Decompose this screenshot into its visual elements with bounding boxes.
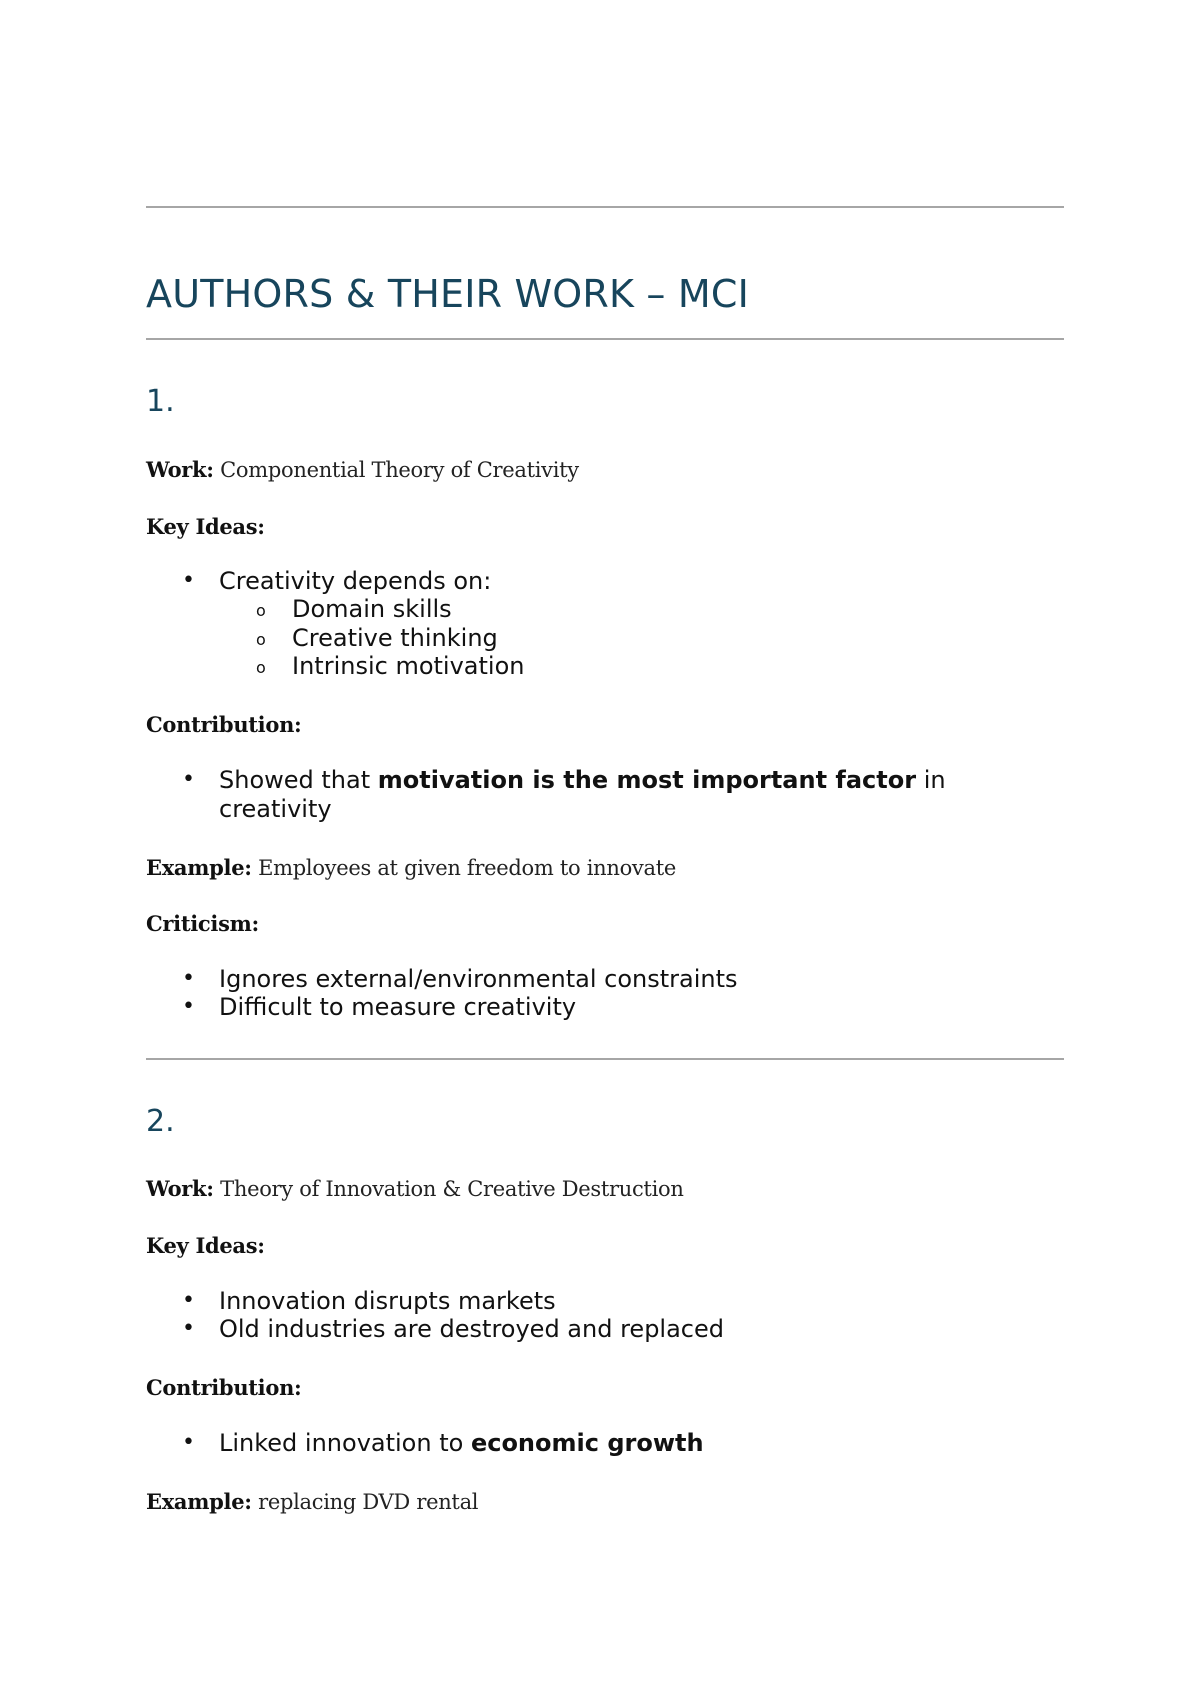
section-2-number: 2. xyxy=(146,1104,175,1139)
criticism-item: Difficult to measure creativity xyxy=(219,993,577,1021)
section-1-work xyxy=(146,457,579,482)
work-value: Theory of Innovation & Creative Destruction xyxy=(220,1177,684,1201)
bullet-icon: • xyxy=(182,994,195,1019)
key-idea-item: Creativity depends on: xyxy=(219,567,492,595)
section-2-key-ideas-label xyxy=(146,1233,265,1258)
circle-bullet-icon: o xyxy=(256,630,266,649)
sub-item: Intrinsic motivation xyxy=(292,652,525,680)
contribution-text: in xyxy=(916,766,946,794)
contribution-emphasis: economic growth xyxy=(470,1429,704,1457)
contribution-label: Contribution: xyxy=(146,1375,302,1400)
bullet-icon: • xyxy=(182,1430,195,1455)
section-2-example xyxy=(146,1489,478,1514)
key-ideas-label: Key Ideas: xyxy=(146,514,265,539)
contribution-label: Contribution: xyxy=(146,712,302,737)
section-1-key-ideas-label xyxy=(146,514,265,539)
contribution-text: Linked innovation to xyxy=(219,1429,471,1457)
section-1-number: 1. xyxy=(146,384,175,419)
section-1-criticism-label xyxy=(146,911,259,936)
key-ideas-label: Key Ideas: xyxy=(146,1233,265,1258)
example-value: replacing DVD rental xyxy=(258,1490,479,1514)
sub-item: Creative thinking xyxy=(292,624,498,652)
work-value: Componential Theory of Creativity xyxy=(220,458,579,482)
bullet-icon: • xyxy=(182,568,195,593)
bullet-icon: • xyxy=(182,767,195,792)
criticism-label: Criticism: xyxy=(146,911,259,936)
section-1-contribution-label xyxy=(146,712,302,737)
example-label: Example: xyxy=(146,855,252,880)
circle-bullet-icon: o xyxy=(256,601,266,620)
contribution-emphasis: motivation is the most important factor xyxy=(377,766,917,794)
bullet-icon: • xyxy=(182,1288,195,1313)
document-title: AUTHORS & THEIR WORK – MCI xyxy=(146,272,749,316)
bullet-icon: • xyxy=(182,1316,195,1341)
contribution-item xyxy=(219,1429,704,1457)
key-idea-item: Innovation disrupts markets xyxy=(219,1287,556,1315)
key-idea-item: Old industries are destroyed and replaced xyxy=(219,1315,724,1343)
sub-item: Domain skills xyxy=(292,595,452,623)
bullet-icon: • xyxy=(182,966,195,991)
section-2-contribution-label xyxy=(146,1375,302,1400)
title-divider xyxy=(146,338,1064,340)
example-value: Employees at given freedom to innovate xyxy=(258,856,676,880)
contribution-item xyxy=(219,766,946,794)
contribution-text: Showed that xyxy=(219,766,378,794)
section-2-work xyxy=(146,1176,684,1201)
section-divider xyxy=(146,1058,1064,1060)
contribution-item-line2: creativity xyxy=(219,795,332,823)
top-divider xyxy=(146,206,1064,208)
example-label: Example: xyxy=(146,1489,252,1514)
work-label: Work: xyxy=(146,1176,214,1201)
criticism-item: Ignores external/environmental constraints xyxy=(219,965,738,993)
work-label: Work: xyxy=(146,457,214,482)
section-1-example xyxy=(146,855,676,880)
circle-bullet-icon: o xyxy=(256,658,266,677)
